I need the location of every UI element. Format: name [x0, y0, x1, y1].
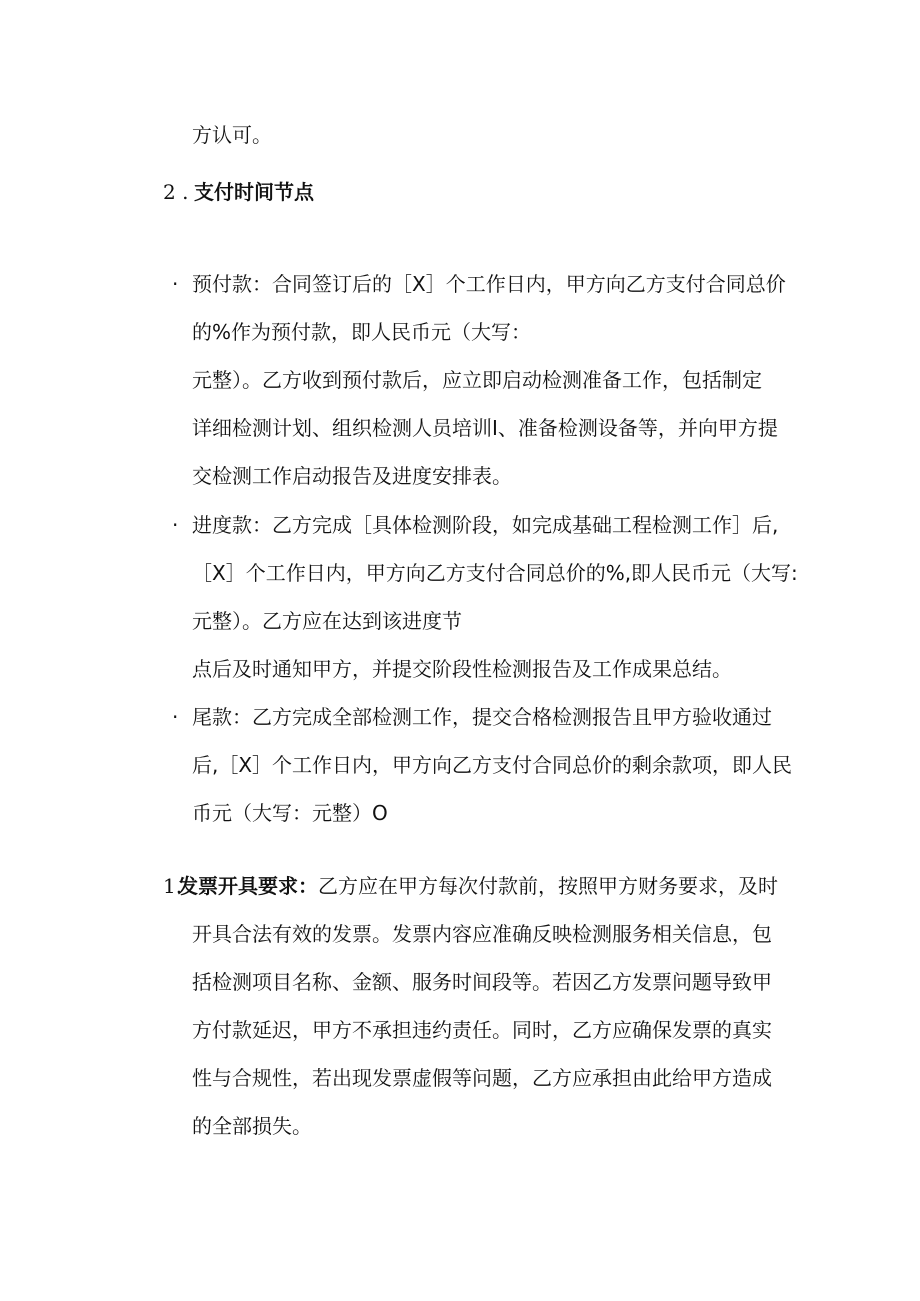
advance-payment-line-4: 详细检测计划、组织检测人员培训I、准备检测设备等，并向甲方提 [192, 416, 778, 440]
advance-payment-line-3: 元整）。乙方收到预付款后，应立即启动检测准备工作，包括制定 [192, 368, 762, 392]
invoice-requirement-line-1 [178, 872, 778, 900]
invoice-requirement-line-4: 方付款延迟，甲方不承担违约责任。同时，乙方应确保发票的真实 [192, 1018, 772, 1042]
advance-payment-line-1: 预付款：合同签订后的［X］个工作日内，甲方向乙方支付合同总价 [192, 272, 786, 296]
final-payment-line-3: 币元（大写：元整）O [192, 801, 388, 825]
bullet-marker-1: · [172, 272, 179, 296]
progress-payment-line-1: 进度款：乙方完成［具体检测阶段，如完成基础工程检测工作］后, [192, 513, 779, 537]
final-payment-line-1: 尾款：乙方完成全部检测工作，提交合格检测报告且甲方验收通过 [192, 705, 772, 729]
advance-payment-line-5: 交检测工作启动报告及进度安排表。 [192, 464, 512, 488]
paragraph-continuation: 方认可。 [192, 123, 272, 147]
invoice-requirement-line-6: 的全部损失。 [192, 1114, 312, 1138]
bullet-marker-2: · [172, 513, 179, 537]
progress-payment-line-2: ［X］个工作日内，甲方向乙方支付合同总价的%,即人民币元（大写: [192, 561, 798, 585]
invoice-requirement-line-2: 开具合法有效的发票。发票内容应准确反映检测服务相关信息，包 [192, 922, 772, 946]
section-number-1: 1. [163, 874, 183, 898]
invoice-requirement-line-5: 性与合规性，若出现发票虚假等问题，乙方应承担由此给甲方造成 [192, 1066, 772, 1090]
invoice-requirement-heading: 发票开具要求： [178, 874, 318, 898]
final-payment-line-2: 后,［X］个工作日内，甲方向乙方支付合同总价的剩余款项，即人民 [192, 753, 793, 777]
section-heading-payment-schedule: 支付时间节点 [194, 180, 314, 204]
invoice-requirement-line-3: 括检测项目名称、金额、服务时间段等。若因乙方发票问题导致甲 [192, 970, 772, 994]
progress-payment-line-4: 点后及时通知甲方，并提交阶段性检测报告及工作成果总结。 [192, 657, 732, 681]
progress-payment-line-3: 元整）。乙方应在达到该进度节 [192, 609, 462, 633]
bullet-marker-3: · [172, 705, 179, 729]
invoice-requirement-text: 乙方应在甲方每次付款前，按照甲方财务要求，及时 [318, 874, 778, 898]
advance-payment-line-2: 的%作为预付款，即人民币元（大写： [192, 320, 532, 344]
section-number-2: 2 . [163, 180, 189, 204]
